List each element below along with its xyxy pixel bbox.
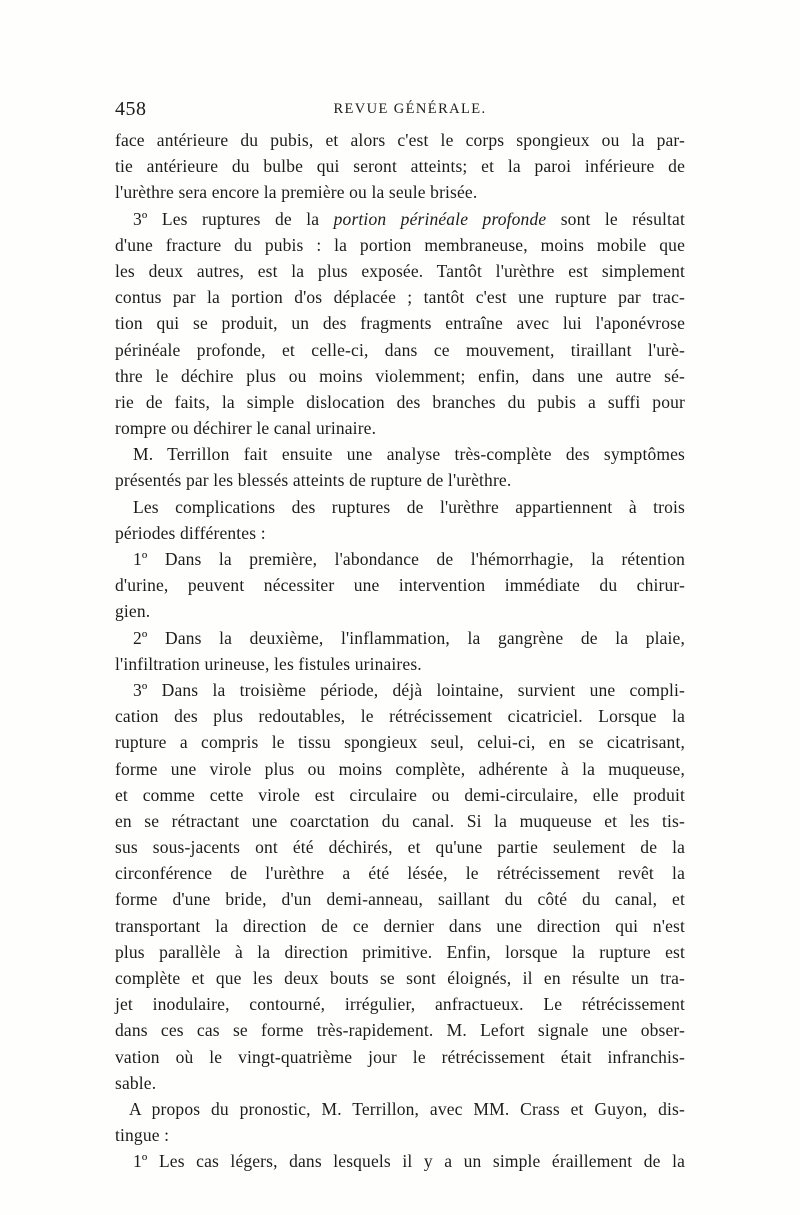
text-line: contus par la portion d'os déplacée ; tantôt c'est une rupture par trac-	[115, 287, 685, 308]
text-line: 1º Dans la première, l'abondance de l'hémorrhagie, la rétention	[133, 549, 685, 569]
text-line: M. Terrillon fait ensuite une analyse très-complète des symptômes	[133, 444, 685, 465]
text-line: transportant la direction de ce dernier dans une direction qui n'est	[115, 915, 685, 936]
text-segment: sont le résultat	[560, 208, 685, 229]
text-line: jet inodulaire, contourné, irrégulier, anfractueux. Le rétrécissement	[115, 994, 685, 1015]
text-line: périnéale profonde, et celle-ci, dans ce mouvement, tiraillant l'urè-	[115, 339, 685, 360]
text-line: rupture a compris le tissu spongieux seul, celui-ci, en se cicatrisant,	[115, 732, 685, 753]
text-line: d'une fracture du pubis : la portion membraneuse, moins mobile que	[115, 234, 685, 255]
italic-phrase: portion périnéale profonde	[333, 208, 547, 229]
page-number: 458	[115, 98, 147, 120]
text-line: plus parallèle à la direction primitive. Enfin, lorsque la rupture est	[115, 941, 685, 962]
text-line: périodes différentes :	[115, 522, 266, 543]
text-line: l'infiltration urineuse, les fistules urinaires.	[115, 653, 422, 674]
text-line: circonférence de l'urèthre a été lésée, le rétrécissement revêt la	[115, 863, 685, 884]
text-line: forme d'une bride, d'un demi-anneau, saillant du côté du canal, et	[115, 889, 685, 910]
text-line: d'urine, peuvent nécessiter une intervention immédiate du chirur-	[115, 575, 685, 596]
page-header	[115, 98, 685, 122]
text-line: thre le déchire plus ou moins violemment; enfin, dans une autre sé-	[115, 365, 685, 386]
text-line: les deux autres, est la plus exposée. Tantôt l'urèthre est simplement	[115, 260, 685, 281]
text-line: 3º Dans la troisième période, déjà lointaine, survient une compli-	[133, 679, 685, 700]
text-line: sus sous-jacents ont été déchirés, et qu'une partie seulement de la	[115, 837, 685, 858]
text-line: gien.	[115, 601, 151, 622]
text-line: en se rétractant une coarctation du canal. Si la muqueuse et les tis-	[115, 810, 685, 831]
text-line: tingue :	[115, 1125, 170, 1146]
text-line: cation des plus redoutables, le rétrécissement cicatriciel. Lorsque la	[115, 706, 685, 727]
text-line: sable.	[115, 1072, 157, 1093]
text-segment: 3º Les ruptures de la	[133, 208, 320, 229]
text-line: rompre ou déchirer le canal urinaire.	[115, 418, 377, 439]
text-line	[115, 206, 685, 232]
text-line: Les complications des ruptures de l'urèthre appartiennent à trois	[133, 496, 685, 517]
text-line: face antérieure du pubis, et alors c'est le corps spongieux ou la par-	[115, 130, 685, 150]
running-head: REVUE GÉNÉRALE.	[333, 101, 487, 117]
text-line: présentés par les blessés atteints de rupture de l'urèthre.	[115, 470, 512, 491]
text-line: 1º Les cas légers, dans lesquels il y a un simple éraillement de la	[133, 1151, 685, 1172]
text-line: 2º Dans la deuxième, l'inflammation, la gangrène de la plaie,	[133, 627, 685, 648]
body-text	[115, 127, 685, 1175]
text-line: et comme cette virole est circulaire ou demi-circulaire, elle produit	[115, 784, 685, 805]
text-line: complète et que les deux bouts se sont éloignés, il en résulte un tra-	[115, 968, 685, 988]
text-line: A propos du pronostic, M. Terrillon, avec MM. Crass et Guyon, dis-	[129, 1098, 685, 1119]
text-line: l'urèthre sera encore la première ou la seule brisée.	[115, 182, 478, 203]
text-line: forme une virole plus ou moins complète, adhérente à la muqueuse,	[115, 758, 685, 779]
text-line: dans ces cas se forme très-rapidement. M. Lefort signale une obser-	[115, 1020, 685, 1041]
text-line: rie de faits, la simple dislocation des branches du pubis a suffi pour	[115, 391, 685, 412]
text-line: tie antérieure du bulbe qui seront atteints; et la paroi inférieure de	[115, 156, 685, 177]
text-line: tion qui se produit, un des fragments entraîne avec lui l'aponévrose	[115, 313, 685, 334]
text-line: vation où le vingt-quatrième jour le rétrécissement était infranchis-	[115, 1046, 685, 1067]
